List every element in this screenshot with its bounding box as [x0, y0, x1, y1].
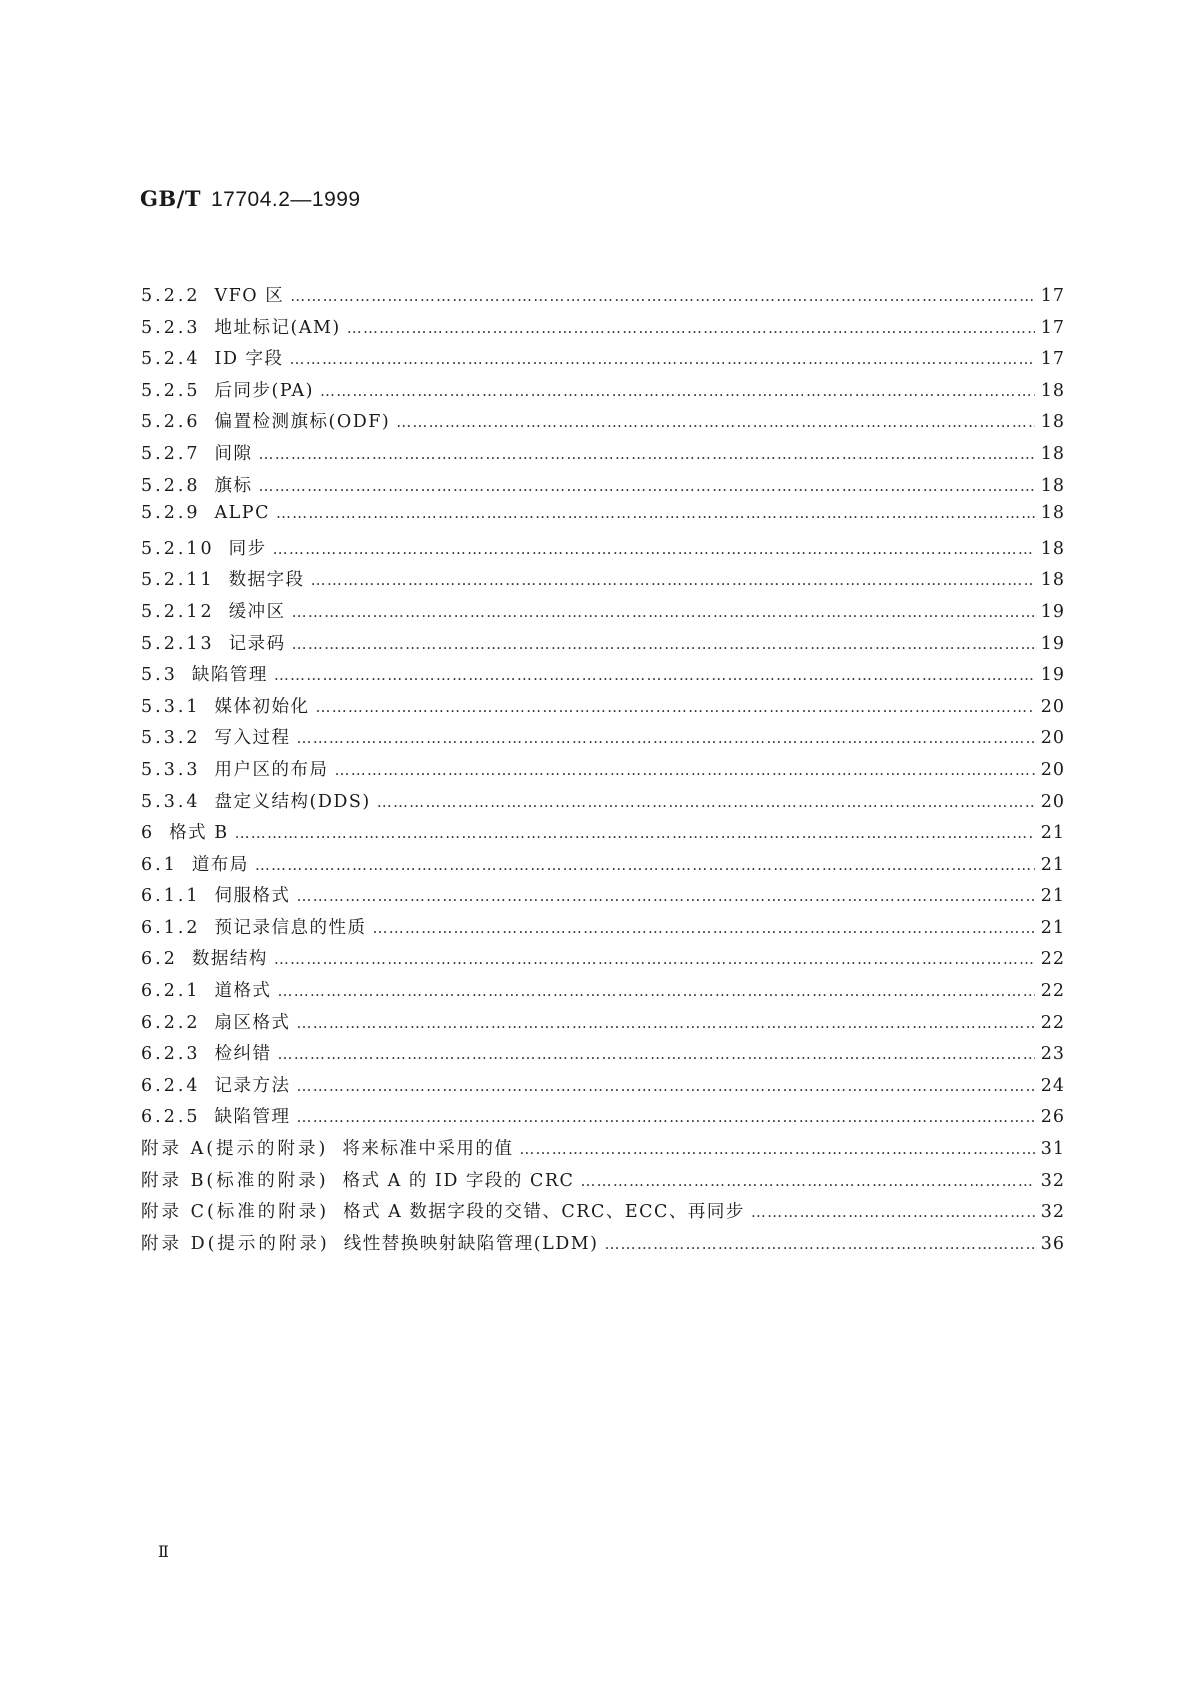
toc-entry-number: 6.2	[141, 949, 178, 970]
toc-entry-page: 18	[1040, 570, 1065, 591]
toc-entry-title: 数据结构	[191, 949, 268, 970]
toc-entry[interactable]	[141, 724, 1065, 756]
toc-entry-page: 18	[1040, 443, 1065, 464]
toc-dot-leader	[292, 603, 1035, 621]
toc-entry-page: 26	[1040, 1107, 1065, 1128]
toc-dot-leader	[373, 919, 1035, 937]
toc-entry[interactable]	[141, 851, 1065, 883]
toc-entry-page: 21	[1040, 823, 1065, 844]
toc-entry-title: 格式 A 数据字段的交错、CRC、ECC、再同步	[343, 1202, 745, 1223]
toc-entry-number: 5.2.7	[141, 443, 201, 464]
toc-entry[interactable]	[141, 1167, 1065, 1199]
toc-dot-leader	[292, 635, 1035, 653]
toc-dot-leader	[276, 504, 1035, 522]
toc-entry-title: 预记录信息的性质	[214, 917, 367, 938]
toc-dot-leader	[316, 698, 1035, 716]
page-number: Ⅱ	[158, 1542, 169, 1561]
toc-dot-leader	[297, 887, 1035, 905]
toc-dot-leader	[255, 856, 1035, 874]
toc-entry[interactable]	[141, 788, 1065, 820]
toc-entry[interactable]	[141, 566, 1065, 598]
toc-entry-number: 6	[141, 823, 156, 844]
toc-entry-title: 写入过程	[214, 728, 291, 749]
toc-entry-number: 6.2.5	[141, 1107, 201, 1128]
toc-entry-number: 5.2.8	[141, 475, 201, 496]
toc-entry[interactable]	[141, 882, 1065, 914]
toc-entry-title: 后同步(PA)	[214, 380, 314, 401]
toc-entry-title: 道格式	[214, 981, 272, 1002]
toc-entry-page: 18	[1040, 503, 1065, 524]
toc-dot-leader	[274, 950, 1035, 968]
toc-entry[interactable]	[141, 1230, 1065, 1262]
toc-dot-leader	[290, 350, 1035, 368]
toc-entry-title: 媒体初始化	[214, 696, 310, 717]
toc-entry[interactable]	[141, 440, 1065, 472]
toc-dot-leader	[290, 287, 1034, 305]
toc-entry-page: 32	[1040, 1202, 1065, 1223]
toc-entry-page: 18	[1040, 412, 1065, 433]
toc-entry-title: ID 字段	[214, 349, 284, 370]
toc-entry-title: 检纠错	[214, 1044, 272, 1065]
toc-entry-page: 21	[1040, 854, 1065, 875]
toc-entry[interactable]	[141, 630, 1065, 662]
toc-entry-title: VFO 区	[214, 286, 285, 306]
toc-dot-leader	[274, 666, 1035, 684]
toc-entry[interactable]	[141, 977, 1065, 1009]
toc-dot-leader	[751, 1203, 1035, 1221]
toc-dot-leader	[347, 319, 1035, 337]
toc-dot-leader	[335, 761, 1035, 779]
toc-entry-page: 17	[1040, 317, 1065, 338]
toc-entry[interactable]	[141, 914, 1065, 946]
toc-dot-leader	[297, 729, 1035, 747]
toc-entry-title: 用户区的布局	[214, 759, 329, 780]
toc-entry-page: 21	[1040, 917, 1065, 938]
toc-entry-number: 5.2.2	[141, 286, 201, 306]
toc-entry[interactable]	[141, 661, 1065, 693]
toc-entry-page: 24	[1040, 1075, 1065, 1096]
toc-entry-page: 19	[1040, 665, 1065, 686]
toc-entry-number: 5.2.10	[141, 538, 215, 559]
toc-entry-number: 5.3.4	[141, 791, 201, 812]
toc-entry-title: 同步	[228, 538, 267, 559]
toc-entry-page: 20	[1040, 791, 1065, 812]
standard-prefix: GB/T	[140, 186, 201, 211]
toc-dot-leader	[297, 1108, 1035, 1126]
toc-entry[interactable]	[141, 819, 1065, 851]
toc-entry-number: 5.2.5	[141, 380, 201, 401]
toc-entry[interactable]	[141, 1135, 1065, 1167]
toc-entry-number: 5.2.4	[141, 349, 201, 370]
toc-entry-page: 20	[1040, 759, 1065, 780]
toc-entry-number: 5.2.6	[141, 412, 201, 433]
toc-dot-leader	[278, 1045, 1035, 1063]
toc-entry-number: 6.1	[141, 854, 178, 875]
toc-entry[interactable]	[141, 1040, 1065, 1072]
toc-dot-leader	[396, 413, 1035, 431]
toc-entry-page: 18	[1040, 538, 1065, 559]
toc-entry-title: 格式 A 的 ID 字段的 CRC	[342, 1170, 575, 1191]
toc-entry[interactable]	[141, 282, 1065, 314]
toc-entry[interactable]	[141, 1198, 1065, 1230]
toc-entry-title: 伺服格式	[214, 886, 291, 907]
toc-entry-number: 6.2.3	[141, 1044, 201, 1065]
toc-entry-title: 缺陷管理	[191, 665, 268, 686]
toc-entry-page: 19	[1040, 633, 1065, 654]
toc-dot-leader	[297, 1014, 1035, 1032]
toc-entry-title: 缺陷管理	[214, 1107, 291, 1128]
toc-dot-leader	[297, 1077, 1035, 1095]
toc-entry-number: 附录 A(提示的附录)	[141, 1139, 329, 1160]
toc-entry-page: 20	[1040, 696, 1065, 717]
standard-number: 17704.2—1999	[210, 188, 361, 211]
toc-entry-page: 20	[1040, 728, 1065, 749]
toc-entry-number: 5.3	[141, 665, 178, 686]
toc-entry[interactable]	[141, 693, 1065, 725]
toc-entry-number: 5.2.3	[141, 317, 201, 338]
toc-entry[interactable]	[141, 345, 1065, 377]
toc-entry-page: 23	[1040, 1044, 1065, 1065]
toc-entry[interactable]	[141, 1072, 1065, 1104]
toc-entry-page: 36	[1040, 1233, 1065, 1254]
toc-entry-page: 19	[1040, 601, 1065, 622]
toc-entry[interactable]	[141, 377, 1065, 409]
toc-entry-page: 22	[1040, 949, 1065, 970]
toc-entry[interactable]	[141, 472, 1065, 504]
document-header	[140, 186, 361, 212]
toc-entry-number: 5.3.1	[141, 696, 201, 717]
toc-entry[interactable]	[141, 598, 1065, 630]
toc-entry-title: 格式 B	[169, 823, 229, 844]
toc-entry[interactable]	[141, 314, 1065, 346]
toc-entry-title: 缓冲区	[228, 601, 286, 622]
toc-entry-number: 5.2.9	[141, 503, 201, 524]
toc-dot-leader	[235, 824, 1035, 842]
toc-entry-title: 线性替换映射缺陷管理(LDM)	[343, 1233, 599, 1254]
toc-dot-leader	[320, 382, 1035, 400]
toc-entry-title: 将来标准中采用的值	[342, 1139, 514, 1160]
toc-dot-leader	[259, 477, 1035, 495]
toc-dot-leader	[311, 571, 1035, 589]
toc-entry-page: 18	[1040, 475, 1065, 496]
toc-entry-page: 17	[1040, 286, 1065, 306]
toc-entry-page: 22	[1040, 1012, 1065, 1033]
toc-dot-leader	[273, 540, 1035, 558]
toc-entry-page: 18	[1040, 380, 1065, 401]
toc-entry-title: 数据字段	[228, 570, 305, 591]
toc-entry-title: 扇区格式	[214, 1012, 291, 1033]
toc-entry-page: 22	[1040, 981, 1065, 1002]
toc-entry-number: 6.2.1	[141, 981, 201, 1002]
toc-entry-title: 间隙	[214, 443, 253, 464]
toc-entry-page: 31	[1040, 1139, 1065, 1160]
toc-entry[interactable]	[141, 503, 1065, 535]
toc-entry-page: 32	[1040, 1170, 1065, 1191]
toc-dot-leader	[278, 982, 1035, 1000]
table-of-contents	[141, 282, 1065, 1261]
toc-entry-title: 地址标记(AM)	[214, 317, 341, 338]
toc-entry[interactable]	[141, 945, 1065, 977]
toc-entry-number: 5.3.2	[141, 728, 201, 749]
toc-dot-leader	[259, 445, 1035, 463]
toc-dot-leader	[580, 1172, 1034, 1190]
toc-entry-number: 6.1.1	[141, 886, 201, 907]
toc-entry-title: 偏置检测旗标(ODF)	[214, 412, 391, 433]
toc-entry-number: 6.2.2	[141, 1012, 201, 1033]
toc-entry-number: 6.2.4	[141, 1075, 201, 1096]
toc-entry-title: 道布局	[191, 854, 249, 875]
toc-entry[interactable]	[141, 756, 1065, 788]
toc-entry-number: 附录 C(标准的附录)	[141, 1202, 330, 1223]
toc-entry-title: 盘定义结构(DDS)	[214, 791, 371, 812]
toc-dot-leader	[519, 1140, 1034, 1158]
toc-entry-title: ALPC	[214, 503, 270, 524]
toc-entry-page: 21	[1040, 886, 1065, 907]
toc-dot-leader	[604, 1235, 1034, 1253]
toc-entry[interactable]	[141, 535, 1065, 567]
toc-entry-title: 旗标	[214, 475, 253, 496]
toc-entry-title: 记录码	[228, 633, 286, 654]
toc-entry-number: 附录 D(提示的附录)	[141, 1233, 330, 1254]
toc-entry-title: 记录方法	[214, 1075, 291, 1096]
toc-entry-number: 5.2.12	[141, 601, 215, 622]
toc-dot-leader	[377, 793, 1035, 811]
toc-entry-number: 5.2.11	[141, 570, 215, 591]
toc-entry-number: 5.2.13	[141, 633, 215, 654]
toc-entry-page: 17	[1040, 349, 1065, 370]
toc-entry[interactable]	[141, 1103, 1065, 1135]
toc-entry[interactable]	[141, 408, 1065, 440]
toc-entry[interactable]	[141, 1009, 1065, 1041]
toc-entry-number: 5.3.3	[141, 759, 201, 780]
toc-entry-number: 附录 B(标准的附录)	[141, 1170, 329, 1191]
toc-entry-number: 6.1.2	[141, 917, 201, 938]
